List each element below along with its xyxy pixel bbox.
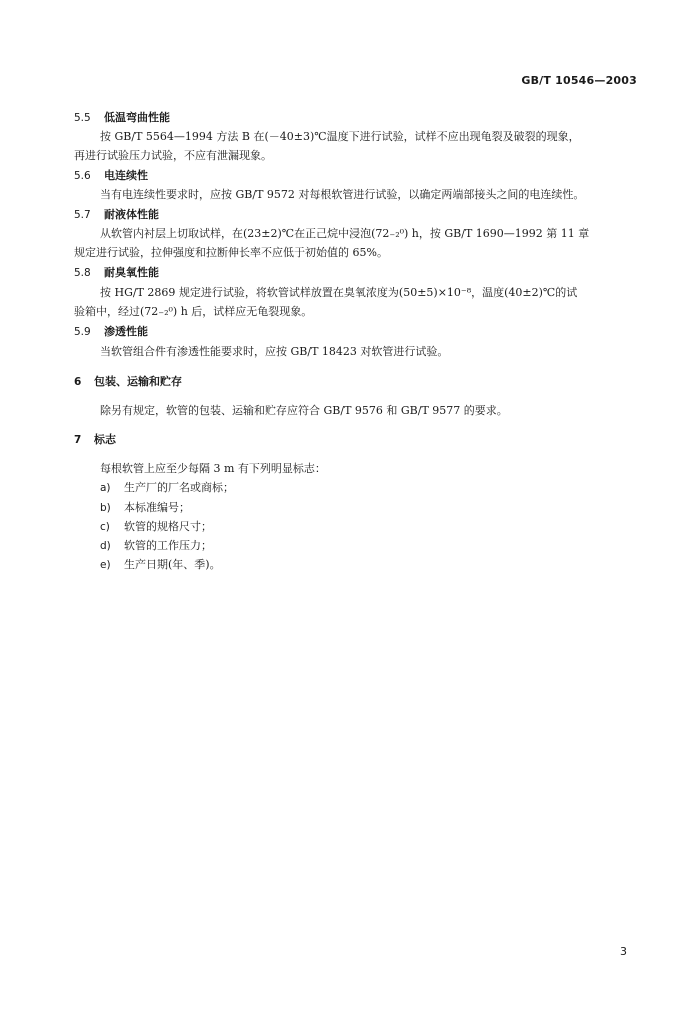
section-number: 5.9 [74, 326, 91, 338]
list-item: 生产日期(年、季)。 [124, 558, 221, 571]
section-title: 耐液体性能 [104, 208, 159, 221]
list-item: 软管的规格尺寸； [124, 520, 212, 533]
paragraph-line: 按 GB/T 5564—1994 方法 B 在(－40±3)℃温度下进行试验，试样不应出现龟裂及破裂的现象， [100, 130, 580, 143]
paragraph-line: 每根软管上应至少每隔 3 m 有下列明显标志： [100, 462, 326, 475]
paragraph-line: 验箱中，经过(72₋₂⁰) h 后，试样应无龟裂现象。 [74, 305, 313, 318]
list-item-label: b) [100, 502, 111, 514]
section-title: 电连续性 [104, 169, 148, 182]
section-title: 标志 [94, 433, 116, 446]
paragraph-line: 从软管内衬层上切取试样，在(23±2)℃在正己烷中浸泡(72₋₂⁰) h，按 GB/T 1690—1992 第 11 章 [100, 227, 590, 240]
list-item-label: c) [100, 521, 110, 533]
section-number: 7 [74, 434, 82, 446]
page-number: 3 [620, 945, 627, 958]
section-title: 低温弯曲性能 [104, 111, 170, 124]
section-number: 5.6 [74, 170, 91, 182]
list-item: 软管的工作压力； [124, 539, 212, 552]
section-title: 包装、运输和贮存 [94, 375, 182, 388]
paragraph-line: 当有电连续性要求时，应按 GB/T 9572 对每根软管进行试验，以确定两端部接头之间的电连续性。 [100, 188, 585, 201]
paragraph-line: 当软管组合件有渗透性能要求时，应按 GB/T 18423 对软管进行试验。 [100, 345, 449, 358]
section-number: 6 [74, 376, 82, 388]
section-number: 5.7 [74, 209, 91, 221]
list-item-label: d) [100, 540, 111, 552]
list-item: 生产厂的厂名或商标； [124, 481, 234, 494]
document-code: GB/T 10546—2003 [521, 74, 637, 87]
paragraph-line: 按 HG/T 2869 规定进行试验，将软管试样放置在臭氧浓度为(50±5)×10⁻⁸，温度(40±2)℃的试 [100, 286, 578, 299]
section-title: 耐臭氧性能 [104, 266, 159, 279]
paragraph-line: 除另有规定，软管的包装、运输和贮存应符合 GB/T 9576 和 GB/T 9577 的要求。 [100, 404, 508, 417]
section-title: 渗透性能 [104, 325, 148, 338]
list-item-label: a) [100, 482, 111, 494]
list-item: 本标准编号； [124, 501, 190, 514]
list-item-label: e) [100, 559, 111, 571]
section-number: 5.8 [74, 267, 91, 279]
paragraph-line: 再进行试验压力试验，不应有泄漏现象。 [74, 149, 272, 162]
section-number: 5.5 [74, 112, 91, 124]
paragraph-line: 规定进行试验，拉伸强度和拉断伸长率不应低于初始值的 65%。 [74, 246, 388, 259]
